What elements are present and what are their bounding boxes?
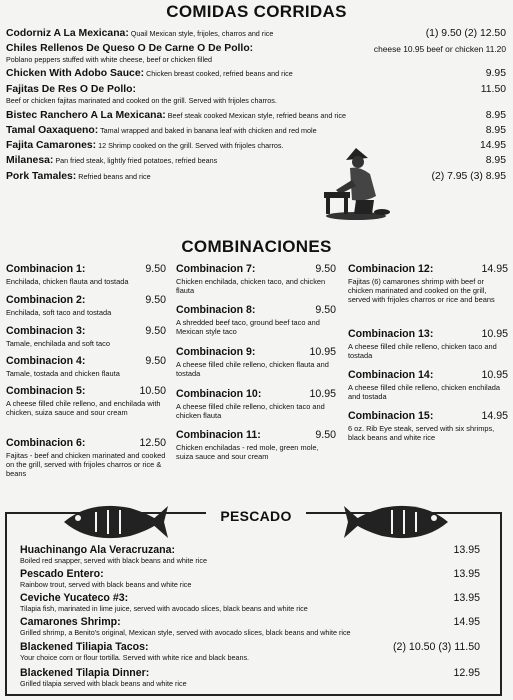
combo-1: Combinacion 1: 9.50 Enchilada, chicken flauta and tostada: [6, 263, 166, 286]
pescado-title: PESCADO: [206, 508, 306, 524]
man-grinding-illustration: [316, 140, 396, 222]
pescado-item-huachinango: Huachinango Ala Veracruzana: Boiled red snapper, served with black beans and white rice 13.95: [20, 544, 480, 565]
corridas-item-pork-tamales: Pork Tamales: Refried beans and rice (2) 7.95 (3) 8.95: [6, 171, 506, 182]
pescado-item-ceviche: Ceviche Yucateco #3: Tilapia fish, marinated in lime juice, served with avocado slices, black beans and white rice 13.95: [20, 592, 480, 613]
corridas-item-milanesa: Milanesa: Pan fried steak, lightly fried potatoes, refried beans 8.95: [6, 155, 506, 166]
combo-12: Combinacion 12: 14.95 Fajitas (6) camarones shrimp with beef or chicken marinated and cooked on the grill, served with frijoles charros or rice and beans: [348, 263, 508, 304]
pescado-item-dinner: Blackened Tilapia Dinner: Grilled tilapia served with black beans and white rice 12.95: [20, 667, 480, 688]
corridas-item-codorniz: Codorniz A La Mexicana: Quail Mexican style, frijoles, charros and rice (1) 9.50 (2) 12.50: [6, 28, 506, 39]
corridas-item-fajita-camarones: Fajita Camarones: 12 Shrimp cooked on the grill. Served with frijoles charros. 14.95: [6, 140, 506, 151]
fish-icon: [342, 498, 452, 546]
combo-7: Combinacion 7: 9.50 Chicken enchilada, chicken taco, and chicken flauta: [176, 263, 336, 295]
combinaciones-title: COMBINACIONES: [181, 237, 332, 256]
combo-6: Combinacion 6: 12.50 Fajitas - beef and chicken marinated and cooked on the grill, served with frijoles charros or rice & beans: [6, 437, 166, 478]
pescado-item-camarones: Camarones Shrimp: Grilled shrimp, a Benito's original, Mexican style, served with avocado slices, black beans and white rice 14.95: [20, 616, 480, 637]
combo-13: Combinacion 13: 10.95 A cheese filled chile relleno, chicken taco and tostada: [348, 328, 508, 360]
combo-10: Combinacion 10: 10.95 A cheese filled chile relleno, chicken taco and chicken flauta: [176, 388, 336, 420]
corridas-item-tamal: Tamal Oaxaqueno: Tamal wrapped and baked in banana leaf with chicken and red mole 8.95: [6, 125, 506, 136]
corridas-item-fajitas: Fajitas De Res O De Pollo: 11.50: [6, 84, 506, 95]
combo-15: Combinacion 15: 14.95 6 oz. Rib Eye steak, served with six shrimps, black beans and white rice: [348, 410, 508, 442]
combo-2: Combinacion 2: 9.50 Enchilada, soft taco and tostada: [6, 294, 166, 317]
corridas-item-chiles-rellenos: Chiles Rellenos De Queso O De Carne O De Pollo: cheese 10.95 beef or chicken 11.20: [6, 43, 506, 54]
combo-9: Combinacion 9: 10.95 A cheese filled chile relleno, chicken flauta and tostada: [176, 346, 336, 378]
corridas-item-fajitas-sub: Beef or chicken fajitas marinated and cooked on the grill. Served with frijoles charros.: [6, 96, 277, 105]
combo-4: Combinacion 4: 9.50 Tamale, tostada and chicken flauta: [6, 355, 166, 378]
fish-icon: [60, 498, 170, 546]
corridas-item-adobo: Chicken With Adobo Sauce: Chicken breast cooked, refried beans and rice 9.95: [6, 68, 506, 79]
pescado-item-tacos: Blackened Tiliapia Tacos: Your choice corn or flour tortilla. Served with white rice and black beans. (2) 10.50 (3) 11.50: [20, 641, 480, 662]
combo-11: Combinacion 11: 9.50 Chicken enchiladas - red mole, green mole, suiza sauce and sour cream: [176, 429, 336, 461]
corridas-title: COMIDAS CORRIDAS: [166, 2, 347, 21]
combo-8: Combinacion 8: 9.50 A shredded beef taco, ground beef taco and Mexican style taco: [176, 304, 336, 336]
combo-3: Combinacion 3: 9.50 Tamale, enchilada and soft taco: [6, 325, 166, 348]
corridas-item-bistec: Bistec Ranchero A La Mexicana: Beef steak cooked Mexican style, refried beans and rice 8.95: [6, 110, 506, 121]
pescado-item-entero: Pescado Entero: Rainbow trout, served with black beans and white rice 13.95: [20, 568, 480, 589]
combo-14: Combinacion 14: 10.95 A cheese filled chile relleno, chicken enchilada and tostada: [348, 369, 508, 401]
combo-5: Combinacion 5: 10.50 A cheese filled chile relleno, and enchilada with chicken, suiza sauce and sour cream: [6, 385, 166, 417]
corridas-item-chiles-sub: Poblano peppers stuffed with white cheese, beef or chicken filled: [6, 55, 213, 64]
